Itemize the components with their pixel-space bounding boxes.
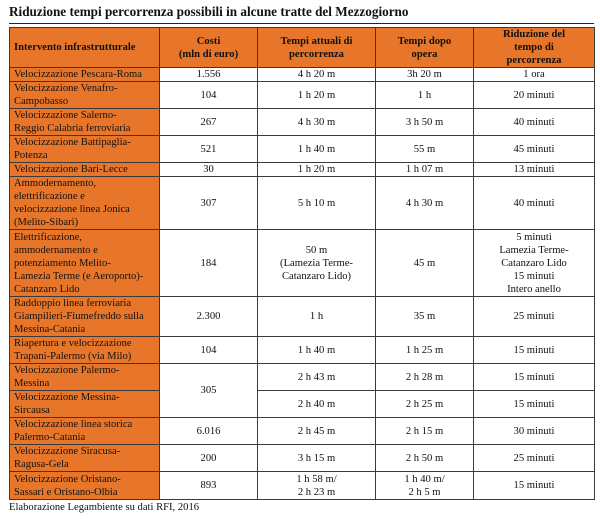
- cell-costi: 2.300: [160, 297, 258, 337]
- cell-riduzione: 45 minuti: [474, 136, 595, 163]
- cell-riduzione: 13 minuti: [474, 163, 595, 177]
- cell-tempi-attuali: 1 h: [258, 297, 376, 337]
- cell-intervento: Velocizzazione Bari-Lecce: [10, 163, 160, 177]
- cell-tempi-dopo: 2 h 50 m: [376, 445, 474, 472]
- table-row: [10, 109, 595, 136]
- source-note: Elaborazione Legambiente su dati RFI, 2016: [9, 502, 200, 513]
- cell-costi: 6.016: [160, 418, 258, 445]
- cell-intervento: Velocizzazione Oristano- Sassari e Oristano-Olbia: [10, 472, 160, 500]
- cell-riduzione: 20 minuti: [474, 82, 595, 109]
- cell-tempi-dopo: 1 h 40 m/ 2 h 5 m: [376, 472, 474, 500]
- cell-intervento: Velocizzazione Pescara-Roma: [10, 68, 160, 82]
- cell-tempi-attuali: 5 h 10 m: [258, 177, 376, 230]
- cell-riduzione: 25 minuti: [474, 445, 595, 472]
- cell-costi: 1.556: [160, 68, 258, 82]
- cell-riduzione: 40 minuti: [474, 177, 595, 230]
- cell-tempi-attuali: 1 h 58 m/ 2 h 23 m: [258, 472, 376, 500]
- header-costi: Costi (mln di euro): [160, 28, 258, 68]
- cell-intervento: Velocizzazione Salerno- Reggio Calabria ferroviaria: [10, 109, 160, 136]
- cell-riduzione: 1 ora: [474, 68, 595, 82]
- cell-tempi-attuali: 1 h 40 m: [258, 337, 376, 364]
- cell-tempi-attuali: 2 h 45 m: [258, 418, 376, 445]
- cell-riduzione: 5 minuti Lamezia Terme- Catanzaro Lido 15 minuti Intero anello: [474, 230, 595, 297]
- table-row: [10, 297, 595, 337]
- cell-costi: 104: [160, 82, 258, 109]
- cell-riduzione: 40 minuti: [474, 109, 595, 136]
- cell-tempi-dopo: 4 h 30 m: [376, 177, 474, 230]
- cell-tempi-attuali: 50 m (Lamezia Terme- Catanzaro Lido): [258, 230, 376, 297]
- table-row: [10, 68, 595, 82]
- cell-costi: 184: [160, 230, 258, 297]
- cell-costi: 893: [160, 472, 258, 500]
- cell-costi: 521: [160, 136, 258, 163]
- cell-intervento: Ammodernamento, elettrificazione e velocizzazione linea Jonica (Melito-Sibari): [10, 177, 160, 230]
- table-row: [10, 472, 595, 500]
- cell-tempi-attuali: 3 h 15 m: [258, 445, 376, 472]
- header-intervento: Intervento infrastrutturale: [10, 28, 160, 68]
- cell-tempi-dopo: 2 h 25 m: [376, 391, 474, 418]
- cell-costi: 267: [160, 109, 258, 136]
- table-row: [10, 163, 595, 177]
- header-riduzione: Riduzione del tempo di percorrenza: [474, 28, 595, 68]
- table-row: [10, 364, 595, 391]
- cell-intervento: Velocizzazione linea storica Palermo-Catania: [10, 418, 160, 445]
- cell-riduzione: 25 minuti: [474, 297, 595, 337]
- cell-intervento: Velocizzazione Battipaglia- Potenza: [10, 136, 160, 163]
- cell-riduzione: 30 minuti: [474, 418, 595, 445]
- table-row: [10, 177, 595, 230]
- title-divider: [9, 23, 594, 24]
- cell-tempi-attuali: 2 h 40 m: [258, 391, 376, 418]
- table-row: [10, 136, 595, 163]
- table-row: [10, 418, 595, 445]
- header-row: [10, 28, 595, 68]
- cell-tempi-dopo: 3h 20 m: [376, 68, 474, 82]
- cell-tempi-attuali: 4 h 30 m: [258, 109, 376, 136]
- cell-riduzione: 15 minuti: [474, 391, 595, 418]
- cell-intervento: Velocizzazione Messina- Sircausa: [10, 391, 160, 418]
- cell-intervento: Velocizzazione Palermo- Messina: [10, 364, 160, 391]
- cell-riduzione: 15 minuti: [474, 364, 595, 391]
- data-table: [9, 27, 595, 500]
- cell-tempi-dopo: 1 h 25 m: [376, 337, 474, 364]
- cell-costi: 30: [160, 163, 258, 177]
- cell-costi: 307: [160, 177, 258, 230]
- cell-tempi-dopo: 35 m: [376, 297, 474, 337]
- cell-tempi-dopo: 1 h 07 m: [376, 163, 474, 177]
- cell-tempi-attuali: 4 h 20 m: [258, 68, 376, 82]
- table-row: [10, 230, 595, 297]
- cell-intervento: Elettrificazione, ammodernamento e potenziamento Melito- Lamezia Terme (e Aeroporto)- Catanzaro Lido: [10, 230, 160, 297]
- cell-costi-merged: 305: [160, 364, 258, 418]
- table-title: Riduzione tempi percorrenza possibili in alcune tratte del Mezzogiorno: [9, 4, 409, 19]
- cell-tempi-dopo: 2 h 28 m: [376, 364, 474, 391]
- cell-tempi-dopo: 3 h 50 m: [376, 109, 474, 136]
- cell-riduzione: 15 minuti: [474, 337, 595, 364]
- cell-tempi-attuali: 2 h 43 m: [258, 364, 376, 391]
- table-row: [10, 337, 595, 364]
- table-row: [10, 445, 595, 472]
- cell-costi: 104: [160, 337, 258, 364]
- cell-tempi-dopo: 55 m: [376, 136, 474, 163]
- table-row: [10, 391, 595, 418]
- cell-riduzione: 15 minuti: [474, 472, 595, 500]
- cell-costi: 200: [160, 445, 258, 472]
- cell-intervento: Riapertura e velocizzazione Trapani-Palermo (via Milo): [10, 337, 160, 364]
- cell-tempi-attuali: 1 h 40 m: [258, 136, 376, 163]
- cell-intervento: Velocizzazione Siracusa- Ragusa-Gela: [10, 445, 160, 472]
- table-row: [10, 82, 595, 109]
- header-tempi-attuali: Tempi attuali di percorrenza: [258, 28, 376, 68]
- cell-intervento: Raddoppio linea ferroviaria Giampilieri-Fiumefreddo sulla Messina-Catania: [10, 297, 160, 337]
- cell-tempi-attuali: 1 h 20 m: [258, 82, 376, 109]
- cell-intervento: Velocizzazione Venafro- Campobasso: [10, 82, 160, 109]
- cell-tempi-dopo: 1 h: [376, 82, 474, 109]
- header-tempi-dopo: Tempi dopo opera: [376, 28, 474, 68]
- cell-tempi-dopo: 2 h 15 m: [376, 418, 474, 445]
- cell-tempi-dopo: 45 m: [376, 230, 474, 297]
- cell-tempi-attuali: 1 h 20 m: [258, 163, 376, 177]
